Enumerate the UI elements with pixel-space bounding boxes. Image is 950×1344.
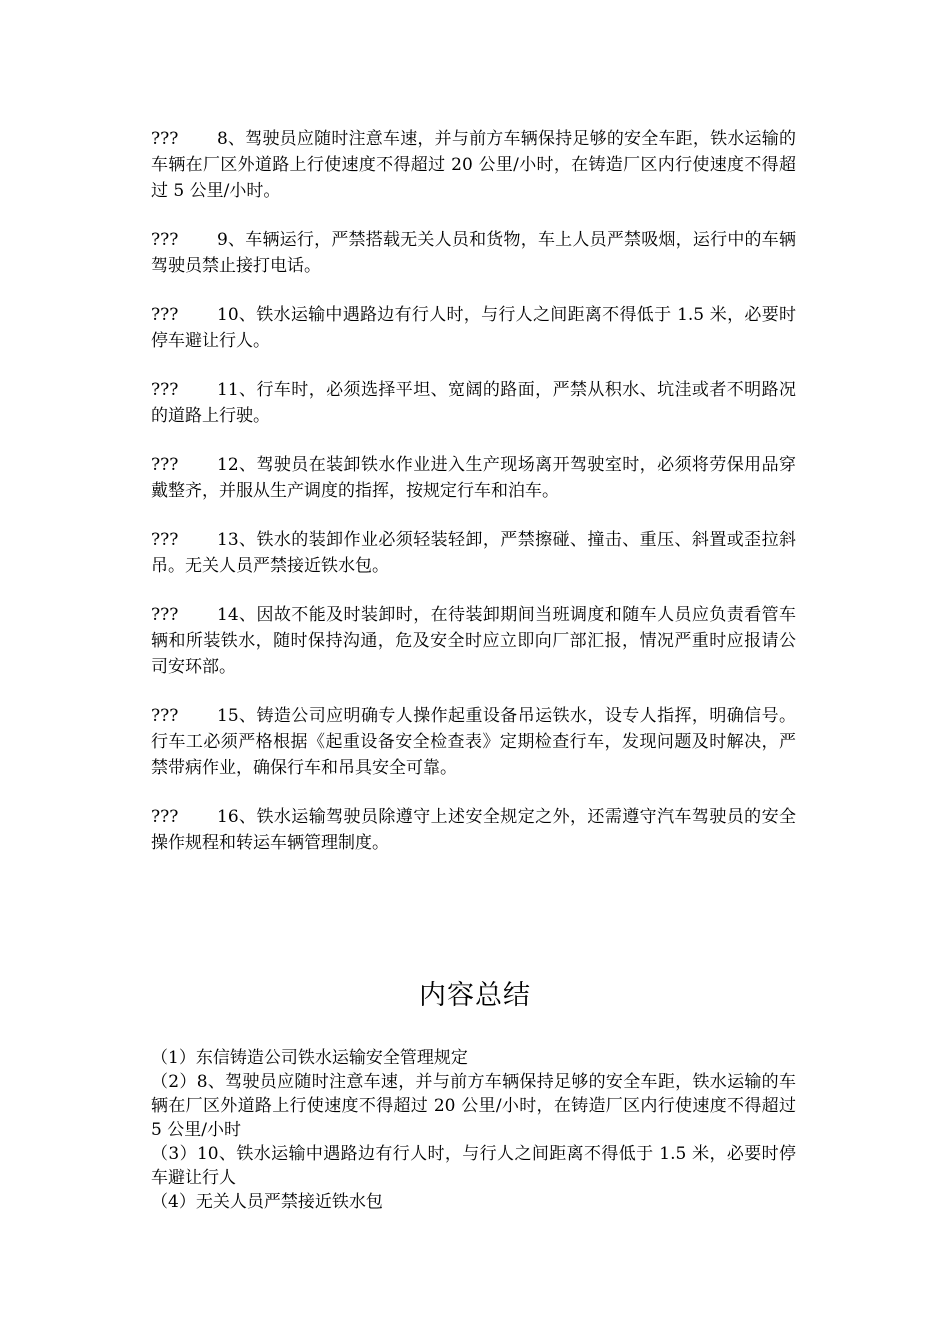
rules-section — [151, 126, 796, 879]
rule-text: 8、驾驶员应随时注意车速，并与前方车辆保持足够的安全车距，铁水运输的车辆在厂区外道路上行使速度不得超过 20 公里/小时，在铸造厂区内行使速度不得超过 5 公里/小时。 — [151, 129, 796, 201]
summary-item: （4）无关人员严禁接近铁水包 — [151, 1192, 383, 1212]
rule-marker: ??? — [151, 605, 179, 625]
rule-paragraph — [151, 452, 796, 504]
summary-item: （2）8、驾驶员应随时注意车速，并与前方车辆保持足够的安全车距，铁水运输的车辆在厂区外道路上行使速度不得超过 20 公里/小时，在铸造厂区内行使速度不得超过 5 公里/小时 — [151, 1072, 796, 1140]
summary-item: （1）东信铸造公司铁水运输安全管理规定 — [151, 1048, 468, 1068]
rule-text: 13、铁水的装卸作业必须轻装轻卸，严禁擦碰、撞击、重压、斜置或歪拉斜吊。无关人员严禁接近铁水包。 — [151, 530, 796, 576]
rule-paragraph — [151, 527, 796, 579]
rule-text: 10、铁水运输中遇路边有行人时，与行人之间距离不得低于 1.5 米，必要时停车避让行人。 — [151, 305, 796, 351]
rule-marker: ??? — [151, 530, 179, 550]
rule-marker: ??? — [151, 230, 179, 250]
rule-text: 15、铸造公司应明确专人操作起重设备吊运铁水，设专人指挥，明确信号。行车工必须严格根据《起重设备安全检查表》定期检查行车，发现问题及时解决，严禁带病作业，确保行车和吊具安全可靠。 — [151, 706, 796, 778]
summary-item: （3）10、铁水运输中遇路边有行人时，与行人之间距离不得低于 1.5 米，必要时停车避让行人 — [151, 1144, 796, 1188]
rule-marker: ??? — [151, 380, 179, 400]
rule-paragraph — [151, 227, 796, 279]
rule-paragraph — [151, 602, 796, 680]
rule-marker: ??? — [151, 129, 179, 149]
rule-text: 9、车辆运行，严禁搭载无关人员和货物，车上人员严禁吸烟，运行中的车辆驾驶员禁止接打电话。 — [151, 230, 796, 276]
rule-paragraph — [151, 804, 796, 856]
rule-text: 12、驾驶员在装卸铁水作业进入生产现场离开驾驶室时，必须将劳保用品穿戴整齐，并服从生产调度的指挥，按规定行车和泊车。 — [151, 455, 796, 501]
summary-title: 内容总结 — [419, 980, 531, 1011]
rule-paragraph — [151, 126, 796, 204]
rule-text: 11、行车时，必须选择平坦、宽阔的路面，严禁从积水、坑洼或者不明路况的道路上行驶。 — [151, 380, 796, 426]
rule-marker: ??? — [151, 807, 179, 827]
rule-paragraph — [151, 377, 796, 429]
summary-section — [151, 1046, 796, 1214]
rule-marker: ??? — [151, 305, 179, 325]
rule-paragraph — [151, 703, 796, 781]
rule-marker: ??? — [151, 706, 179, 726]
rule-text: 16、铁水运输驾驶员除遵守上述安全规定之外，还需遵守汽车驾驶员的安全操作规程和转运车辆管理制度。 — [151, 807, 796, 853]
rule-paragraph — [151, 302, 796, 354]
rule-marker: ??? — [151, 455, 179, 475]
rule-text: 14、因故不能及时装卸时，在待装卸期间当班调度和随车人员应负责看管车辆和所装铁水，随时保持沟通，危及安全时应立即向厂部汇报，情况严重时应报请公司安环部。 — [151, 605, 796, 677]
